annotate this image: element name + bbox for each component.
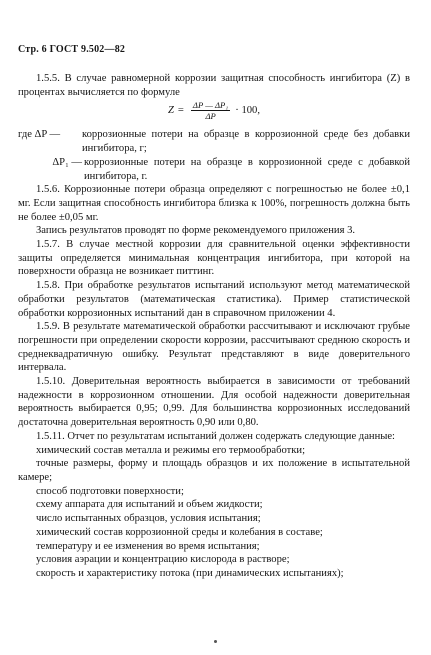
- formula-denominator: ΔP: [205, 111, 216, 122]
- formula-numerator: ΔP — ΔP₁: [192, 100, 229, 111]
- formula-equals: =: [177, 105, 184, 117]
- list-item: условия аэрации и концентрацию кислорода в растворе;: [36, 554, 290, 566]
- definition-delta-p1: [18, 156, 410, 183]
- page-header: Стр. 6 ГОСТ 9.502—82: [18, 44, 126, 55]
- paragraph-1-5-5: 1.5.5. В случае равномерной коррозии защитная способность ингибитора (Z) в процентах вычисляется по формуле: [18, 73, 410, 98]
- paragraph-1-5-9: 1.5.9. В результате математической обработки рассчитывают и исключают грубые погрешности при определении скорости коррозии, рассчитывают среднюю скорость и среднеквадратичную ошибку. Результат представляют в виде доверительного интервала.: [18, 321, 410, 374]
- formula-fraction: [191, 100, 230, 121]
- paragraph-1-5-6: 1.5.6. Коррозионные потери образца определяют с погрешностью не более ±0,1 мг. Если защитная способность ингибитора близка к 100%, погрешность должна быть не более ±0,05 мг.: [18, 184, 410, 223]
- definition-symbol: ΔP₁ —: [52, 156, 82, 168]
- report-contents-list: [18, 444, 410, 581]
- list-item: химический состав коррозионной среды и колебания в составе;: [36, 526, 323, 538]
- paragraph-1-5-11: 1.5.11. Отчет по результатам испытаний должен содержать следующие данные:: [36, 430, 395, 442]
- list-item: число испытанных образцов, условия испытания;: [36, 513, 261, 525]
- list-item: схему аппарата для испытаний и объем жидкости;: [36, 499, 263, 511]
- list-item: способ подготовки поверхности;: [36, 485, 184, 497]
- definition-text: коррозионные потери на образце в коррозионной среде с добавкой ингибитора, г.: [84, 156, 410, 182]
- paragraph-1-5-8: 1.5.8. При обработке результатов испытаний используют метод математической обработки результатов (математическая статистика). Пример статистической обработки коррозионных испытаний дан в справочном приложении 4.: [18, 280, 410, 319]
- paragraph-1-5-10: 1.5.10. Доверительная вероятность выбирается в зависимости от требований надежности в коррозионном отношении. Для особой надежности доверительная вероятность выбирается 0,95; 0,99. Для большинства коррозионных исследований достаточна доверительная вероятность 0,90 или 0,80.: [18, 376, 410, 429]
- document-body: [18, 72, 410, 581]
- scan-speck: [214, 640, 217, 643]
- formula-lhs: Z: [168, 105, 174, 117]
- paragraph-1-5-6-record: Запись результатов проводят по форме рекомендуемого приложения 3.: [36, 225, 356, 237]
- paragraph-1-5-7: 1.5.7. В случае местной коррозии для сравнительной оценки эффективности защиты определяется минимальная концентрация ингибитора, при которой на поверхности образца не возникает питтинг.: [18, 239, 410, 278]
- formula-tail: · 100,: [235, 105, 260, 117]
- definition-symbol: где ΔP —: [18, 129, 61, 141]
- list-item: химический состав металла и режимы его термообработки;: [36, 444, 306, 456]
- definition-text: коррозионные потери на образце в коррозионной среде без добавки ингибитора, г;: [82, 129, 410, 155]
- protection-formula: [18, 100, 410, 121]
- list-item: точные размеры, форму и площадь образцов и их положение в испытательной камере;: [18, 458, 410, 483]
- list-item: температуру и ее изменения во время испытания;: [36, 540, 260, 552]
- definition-delta-p: [18, 128, 410, 155]
- list-item: скорость и характеристику потока (при динамических испытаниях);: [36, 567, 344, 579]
